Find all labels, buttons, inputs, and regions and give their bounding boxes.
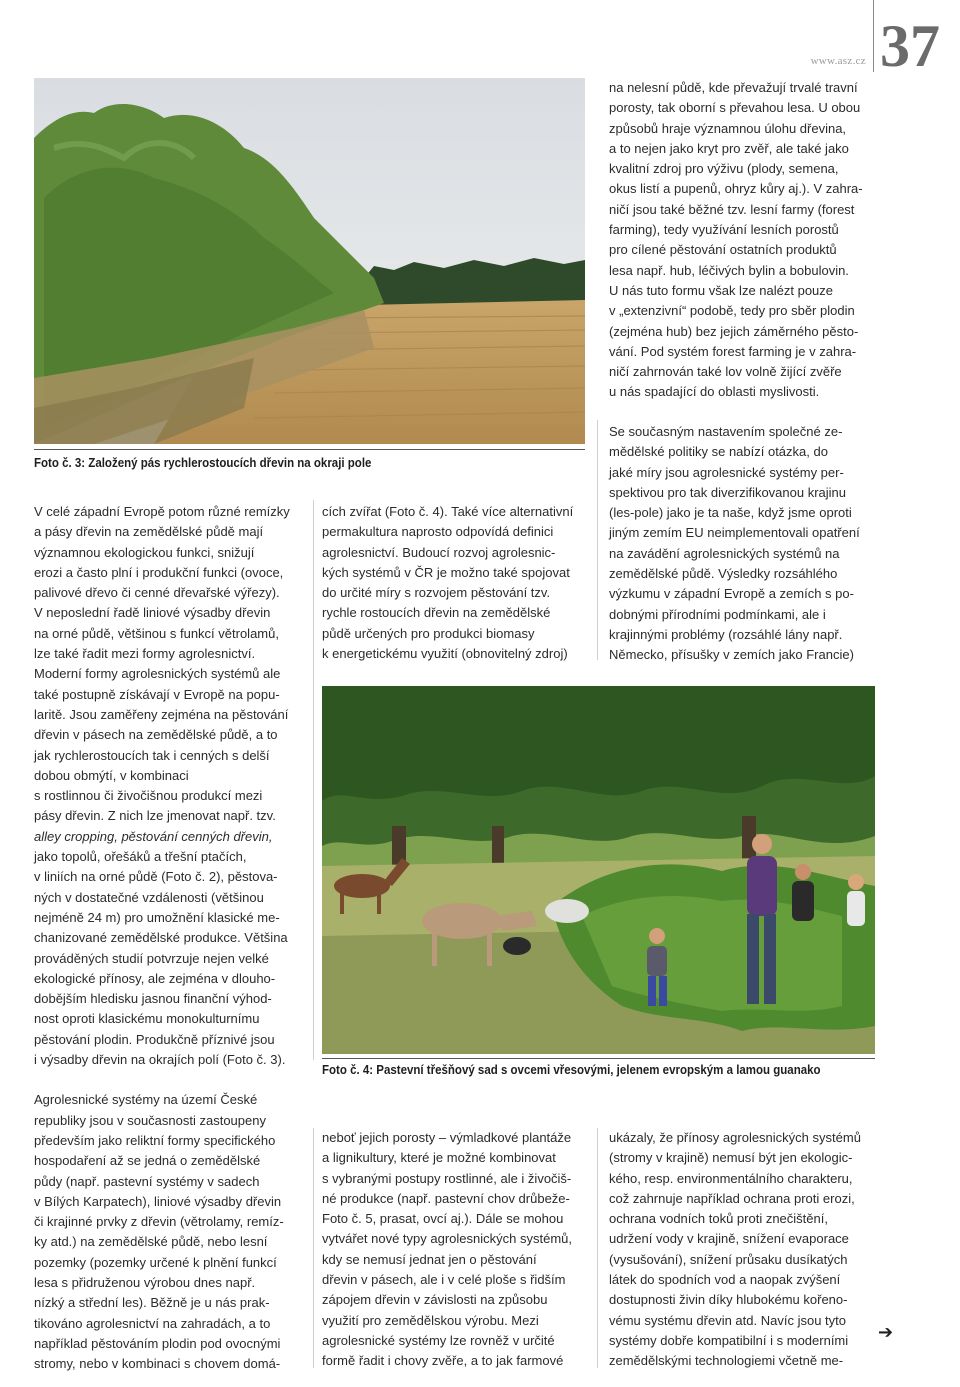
- column-divider: [313, 500, 314, 1060]
- text-line: Německo, přísušky v zemích jako Francie): [609, 647, 854, 663]
- column-mid-right: [609, 422, 871, 666]
- text-line: né produkce (např. pastevní chov drůbeže-: [322, 1190, 570, 1206]
- text-line: vytvářet nové typy agrolesnických systémů,: [322, 1231, 572, 1247]
- text-line: dřevin v pásech na zemědělské půdě, a to: [34, 727, 278, 743]
- text-line: dobějším hledisku jasnou finanční výhod-: [34, 991, 272, 1007]
- text-line: zemědělské půdě. Výsledky rozsáhlého: [609, 566, 838, 582]
- paragraph-gap: [34, 1070, 304, 1090]
- text-line: nost oproti klasickému monokulturnímu: [34, 1011, 260, 1027]
- text-line: Agrolesnické systémy na území České: [34, 1092, 258, 1108]
- text-line: na orné půdě, většinou s funkcí větrolamů,: [34, 625, 279, 641]
- text-line: a pásy dřevin na zemědělské půdě mají: [34, 524, 264, 540]
- italic-term: alley cropping, pěstování cenných dřevin,: [34, 828, 273, 844]
- text-line: V neposlední řadě liniové výsadby dřevin: [34, 605, 271, 621]
- text-line: agrolesnické systémy lze rovněž v určité: [322, 1332, 555, 1348]
- text-line: půdě určených pro produkci biomasy: [322, 625, 535, 641]
- site-url[interactable]: www.asz.cz: [810, 55, 866, 67]
- caption-rule-foto4: [322, 1058, 875, 1059]
- text-line: půdy (např. pastevní systémy v sadech: [34, 1173, 260, 1189]
- text-line: lesa s přidruženou výrobou dnes např.: [34, 1274, 256, 1290]
- text-line: lesa např. hub, léčivých bylin a bobulovin.: [609, 262, 849, 278]
- text-line: (les-pole) jako je ta naše, když jsme oproti: [609, 505, 852, 521]
- text-line: udržení vody v krajině, snížení evaporace: [609, 1231, 849, 1247]
- text-line: pozemky (pozemky určené k plnění funkcí: [34, 1254, 277, 1270]
- text-line: cích zvířat (Foto č. 4). Také více alternativní: [322, 504, 574, 519]
- text-line: kvalitní zdroj pro výživu (plody, semena,: [609, 161, 839, 177]
- text-line: Moderní formy agrolesnických systémů ale: [34, 666, 281, 682]
- text-line: kdy se nemusí jednat jen o pěstování: [322, 1251, 537, 1267]
- text-line: formě řadit i chovy zvěře, a to jak farmové: [322, 1353, 564, 1369]
- text-line: výzkumu v západní Evropě a zemích s po-: [609, 586, 854, 602]
- text-line: také postupně získávají v Evropě na popu-: [34, 686, 280, 702]
- text-line: tikováno agrolesnictví na zahradách, a to: [34, 1315, 271, 1331]
- text-line: zápojem dřevin v závislosti na způsobu: [322, 1292, 548, 1308]
- text-line: a lignikultury, které je možné kombinovat: [322, 1150, 556, 1166]
- text-line: s rostlinnou či živočišnou produkcí mezi: [34, 788, 263, 804]
- text-line: okus listí a pupenů, ohryz kůry aj.). V zahra-: [609, 181, 863, 197]
- text-line: významnou ekologickou funkci, snižují: [34, 544, 255, 560]
- text-line: dobnými přírodními podmínkami, ale i: [609, 606, 826, 622]
- text-line: permakultura naprosto odpovídá definici: [322, 524, 554, 540]
- text-line: k energetickému využití (obnovitelný zdroj): [322, 646, 568, 662]
- text-line: spektivou pro tak diverzifikovanou krajinu: [609, 484, 847, 500]
- text-line: Se současným nastavením společné ze-: [609, 424, 843, 439]
- text-line: (stromy v krajině) nemusí být jen ekologic-: [609, 1150, 853, 1166]
- text-line: na zavádění agrolesnických systémů na: [609, 545, 840, 561]
- text-line: ekologické přínosy, ale zejména v dlouho-: [34, 970, 276, 986]
- text-line: vému systému dřevin atd. Navíc jsou tyto: [609, 1312, 846, 1328]
- text-line: porosty, tak oborní s převahou lesa. U obou: [609, 100, 861, 116]
- text-line: vání. Pod systém forest farming je v zahra-: [609, 343, 857, 359]
- column-divider: [597, 1128, 598, 1368]
- text-line: laritě. Jsou zaměřeny zejména na pěstování: [34, 706, 289, 722]
- text-line: V celé západní Evropě potom různé remízky: [34, 504, 290, 519]
- text-line: což zahrnuje například ochrana proti erozi,: [609, 1190, 855, 1206]
- text-line: na nelesní půdě, kde převažují trvalé travní: [609, 80, 858, 95]
- photo-field-tree-strip: [34, 78, 585, 444]
- continue-arrow-icon: ➔: [878, 1322, 894, 1343]
- text-line: jaké míry jsou agrolesnické systémy per-: [609, 464, 844, 480]
- text-line: ničí zahrnován také lov volně žijící zvěře: [609, 364, 842, 380]
- text-line: především jako reliktní formy specifického: [34, 1132, 276, 1148]
- caption-foto4: Foto č. 4: Pastevní třešňový sad s ovcemi vřesovými, jelenem evropským a lamou guanako: [322, 1063, 821, 1077]
- column-right-bottom: [609, 1128, 875, 1372]
- text-line: zemědělskými technologiemi včetně me-: [609, 1353, 844, 1369]
- text-line: dobou obmýtí, v kombinaci: [34, 767, 189, 783]
- text-line: erozi a často plní i produkční funkci (ovoce,: [34, 564, 284, 580]
- text-line: mědělské politiky se nabízí otázka, do: [609, 444, 828, 460]
- text-line: pásy dřevin. Z nich lze jmenovat např. tzv.: [34, 808, 276, 824]
- text-line: ných v dostatečné vzdálenosti (většinou: [34, 889, 264, 905]
- column-middle-top: [322, 502, 590, 664]
- text-line: kého, resp. environmentálního charakteru,: [609, 1170, 853, 1186]
- text-line: i výsadby dřevin na okrajích polí (Foto č. 3).: [34, 1052, 286, 1068]
- text-line: (zejména hub) bez jejich záměrného pěsto-: [609, 323, 859, 339]
- text-line: ničí jsou také běžné tzv. lesní farmy (forest: [609, 201, 855, 217]
- text-line: farming), tedy využívání lesních porostů: [609, 222, 839, 238]
- text-line: u nás spadající do oblasti myslivosti.: [609, 384, 820, 400]
- text-line: agrolesnictví. Budoucí rozvoj agrolesnic-: [322, 544, 556, 560]
- column-divider: [313, 1128, 314, 1368]
- text-line: Foto č. 5, prasat, ovcí aj.). Dále se mohou: [322, 1211, 564, 1227]
- text-line: ukázaly, že přínosy agrolesnických systémů: [609, 1130, 861, 1145]
- photo-pasture-orchard: [322, 686, 875, 1054]
- text-line: látek do spodních vod a naopak zvýšení: [609, 1272, 841, 1288]
- text-line: rychle rostoucích dřevin na zemědělské: [322, 605, 551, 621]
- text-line: palivové dřevo či cenné dřevařské výřezy).: [34, 585, 280, 601]
- text-line: ochrana vodních toků proti znečištění,: [609, 1211, 828, 1227]
- text-line: jak rychlerostoucích tak i cenných s delší: [34, 747, 270, 763]
- text-line: v Bílých Karpatech), liniové výsadby dřevin: [34, 1193, 282, 1209]
- text-line: nízký a střední les). Běžně je u nás prak-: [34, 1295, 270, 1311]
- text-line: stromy, nebo v kombinaci s chovem domá-: [34, 1356, 281, 1372]
- text-line: využití pro zemědělskou výrobu. Mezi: [322, 1312, 539, 1328]
- caption-rule-foto3: [34, 449, 585, 450]
- text-line: hospodaření až se jedná o zemědělské: [34, 1153, 261, 1169]
- text-line: systémy dobře kompatibilní i s moderními: [609, 1332, 849, 1348]
- text-line: způsobů hraje významnou úlohu dřevina,: [609, 120, 847, 136]
- text-line: (vysušování), snížení průsaku dusíkatých: [609, 1251, 848, 1267]
- header-divider: [873, 0, 874, 72]
- text-line: s vybranými postupy rostlinné, ale i živočiš-: [322, 1170, 572, 1186]
- pasture-orchard-illustration: [322, 686, 875, 1054]
- column-left: [34, 502, 304, 1374]
- text-line: pro cílené pěstování ostatních produktů: [609, 242, 837, 258]
- text-line: do určité míry s rozvojem pěstování tzv.: [322, 585, 551, 601]
- text-line: či krajinné prvky z dřevin (větrolamy, remíz-: [34, 1214, 284, 1230]
- text-line: jiným zemím EU neimplementovali opatření: [609, 525, 860, 541]
- text-line: v „extenzivní“ podobě, tedy pro sběr plodin: [609, 303, 855, 319]
- text-line: pěstování plodin. Produkčně příznivé jsou: [34, 1031, 275, 1047]
- text-line: U nás tuto formu však lze nalézt pouze: [609, 282, 834, 298]
- page-number: 37: [880, 13, 940, 79]
- text-line: dostupnosti živin díky hlubokému kořeno-: [609, 1292, 848, 1308]
- column-middle-bottom: [322, 1128, 592, 1372]
- text-line: kých systémů v ČR je možno také spojovat: [322, 564, 570, 580]
- text-line: a to nejen jako kryt pro zvěř, ale také jako: [609, 140, 849, 156]
- text-line: neboť jejich porosty – výmladkové plantáže: [322, 1130, 572, 1145]
- text-line: republiky jsou v současnosti zastoupeny: [34, 1112, 266, 1128]
- text-line: lze také řadit mezi formy agrolesnictví.: [34, 646, 256, 662]
- text-line-italic: [34, 827, 304, 847]
- text-line: krajinnými problémy (rozsáhlé lány např.: [609, 626, 843, 642]
- text-line: chanizované zemědělské produkce. Většina: [34, 930, 288, 946]
- text-line: například pěstováním plodin pod ovocnými: [34, 1335, 281, 1351]
- text-line: v liniích na orné půdě (Foto č. 2), pěstova-: [34, 869, 278, 885]
- caption-foto3: Foto č. 3: Založený pás rychlerostoucích dřevin na okraji pole: [34, 456, 372, 470]
- text-line: nejméně 24 m) pro umožnění klasické me-: [34, 909, 280, 925]
- text-line: prováděných studií potvrzuje nejen velké: [34, 950, 269, 966]
- column-divider: [597, 420, 598, 660]
- text-line: jako topolů, ořešáků a třešní ptačích,: [34, 849, 247, 865]
- field-tree-strip-illustration: [34, 78, 585, 444]
- text-line: ky atd.) na zemědělské půdě, nebo lesní: [34, 1234, 268, 1250]
- column-top-right: [609, 78, 871, 403]
- text-line: dřevin v pásech, ale i v celé ploše s řidším: [322, 1272, 566, 1288]
